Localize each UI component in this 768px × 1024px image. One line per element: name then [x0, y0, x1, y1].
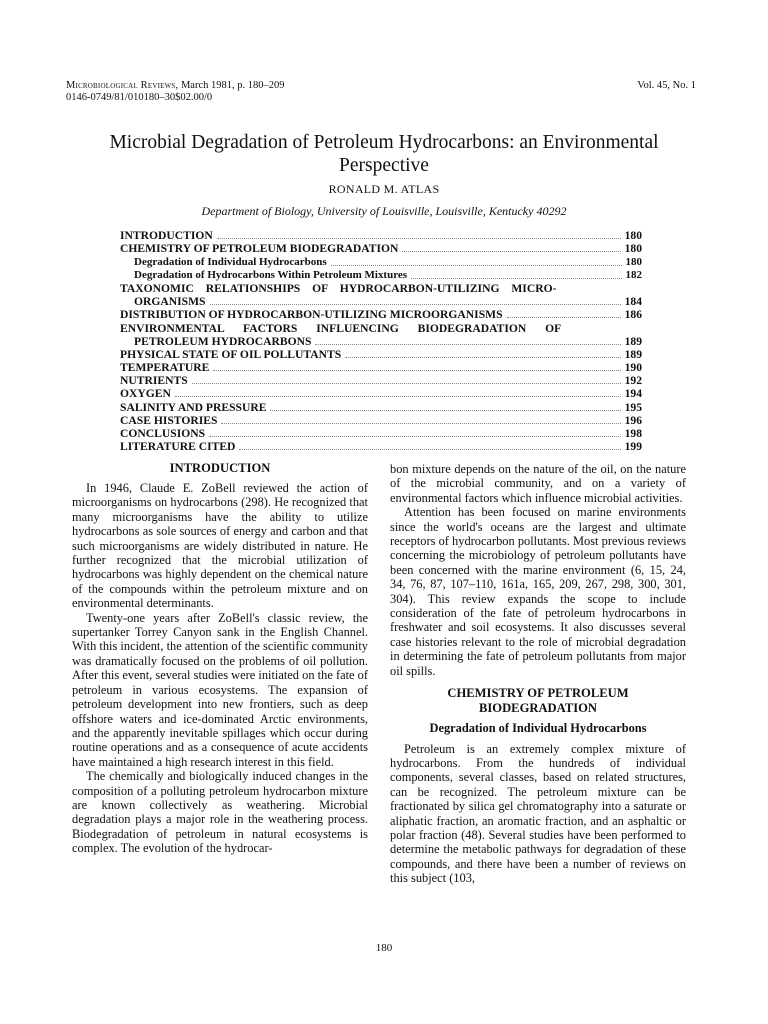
issue-date-pages: March 1981, p. 180–209 — [180, 80, 285, 91]
right-column — [390, 462, 686, 886]
body-paragraph: The chemically and biologically induced changes in the composition of a polluting petroleum hydrocarbon mixture are known collectively as weathering. Microbial degradation plays a major role in the weathering process. Biodegradation of petroleum in natural ecosystems is complex. The evolution of the hydrocar- — [72, 769, 368, 856]
article-code: 0146-0749/81/010180–30$02.00/0 — [66, 92, 213, 103]
running-header — [66, 80, 284, 104]
body-paragraph: Twenty-one years after ZoBell's classic review, the supertanker Torrey Canyon sank in the English Channel. With this incident, the attention of the scientific community was dramatically focused on the problems of oil pollution. After this event, several studies were initiated on the fate of petroleum in various ecosystems. The expansion of petroleum development into new frontiers, such as deep offshore waters and ice-dominated Arctic environments, and the apparently inevitable spillages which occur during routine operations and as a consequence of acute accidents have maintained a high research interest in this field. — [72, 610, 368, 769]
body-paragraph: In 1946, Claude E. ZoBell reviewed the action of microorganisms on hydrocarbons (298). He recognized that many microorganisms have the ability to utilize hydrocarbons as sole sources of energy and carbon and that such microorganisms are widely distributed in nature. He further recognized that the microbial utilization of hydrocarbons was highly dependent on the chemical nature of the compounds within the petroleum mixture and on environmental determinants. — [72, 481, 368, 611]
toc-entry: OXYGEN 194 — [120, 387, 642, 401]
section-heading-introduction: INTRODUCTION — [169, 461, 271, 475]
toc-entry: DISTRIBUTION OF HYDROCARBON-UTILIZING MICROORGANISMS 186 — [120, 308, 642, 322]
article-title: Microbial Degradation of Petroleum Hydrocarbons: an Environmental Perspective — [109, 132, 659, 176]
toc-entry: INTRODUCTION 180 — [120, 229, 642, 243]
body-paragraph: Petroleum is an extremely complex mixture of hydrocarbons. From the hundreds of individual components, several classes, based on related structures, can be recognized. The petroleum mixture can be fractionated by silica gel chromatography into a saturate or aliphatic fraction, an aromatic fraction, and an asphaltic or polar fraction (48). Several studies have been performed to determine the metabolic pathways for degradation of these compounds, and there have been a number of reviews on this subject (103, — [390, 741, 686, 886]
toc-entry: ENVIRONMENTAL FACTORS INFLUENCING BIODEGRADATION OF — [120, 321, 562, 335]
toc-entry: NUTRIENTS 192 — [120, 374, 642, 388]
section-heading-chemistry: CHEMISTRY OF PETROLEUM BIODEGRADATION — [447, 686, 629, 716]
subsection-heading: Degradation of Individual Hydrocarbons — [429, 721, 647, 736]
toc-entry-continued: PETROLEUM HYDROCARBONS 189 — [134, 334, 642, 348]
toc-entry: TAXONOMIC RELATIONSHIPS OF HYDROCARBON-UTILIZING MICRO- — [120, 281, 557, 295]
toc-entry-continued: ORGANISMS 184 — [134, 295, 642, 309]
toc-entry: PHYSICAL STATE OF OIL POLLUTANTS 189 — [120, 347, 642, 361]
toc-subentry: Degradation of Hydrocarbons Within Petroleum Mixtures 182 — [134, 268, 642, 281]
toc-entry: CHEMISTRY OF PETROLEUM BIODEGRADATION 180 — [120, 242, 642, 256]
volume-number: Vol. 45, No. 1 — [637, 80, 696, 91]
journal-name: Microbiological Reviews, — [66, 80, 179, 91]
toc-entry: CONCLUSIONS 198 — [120, 427, 642, 440]
author-name: RONALD M. ATLAS — [328, 182, 440, 196]
toc-entry: CASE HISTORIES 196 — [120, 413, 642, 427]
toc-entry: SALINITY AND PRESSURE 195 — [120, 400, 642, 414]
body-paragraph: bon mixture depends on the nature of the oil, on the nature of the microbial community, and on a variety of environmental factors which influence microbial activities. — [390, 462, 686, 505]
toc-entry: LITERATURE CITED 199 — [120, 440, 642, 454]
page-number: 180 — [375, 942, 393, 954]
left-column — [72, 461, 368, 856]
body-paragraph: Attention has been focused on marine environments since the world's oceans are the largest and ultimate receptors of hydrocarbon pollutants. Most previous reviews concerning the microbiology of petroleum pollutants have been concerned with the marine environment (6, 15, 24, 34, 76, 87, 107–110, 161a, 165, 209, 267, 298, 300, 301, 304). This review expands the scope to include consideration of the fate of petroleum hydrocarbons in freshwater and soil ecosystems. It also discusses several case histories relevant to the role of microbial degradation in determining the fate of petroleum pollutants from major oil spills. — [390, 505, 686, 678]
toc-subentry: Degradation of Individual Hydrocarbons 180 — [134, 255, 642, 268]
author-affiliation: Department of Biology, University of Louisville, Louisville, Kentucky 40292 — [201, 204, 567, 218]
table-of-contents — [120, 229, 642, 453]
toc-entry: TEMPERATURE 190 — [120, 361, 642, 375]
